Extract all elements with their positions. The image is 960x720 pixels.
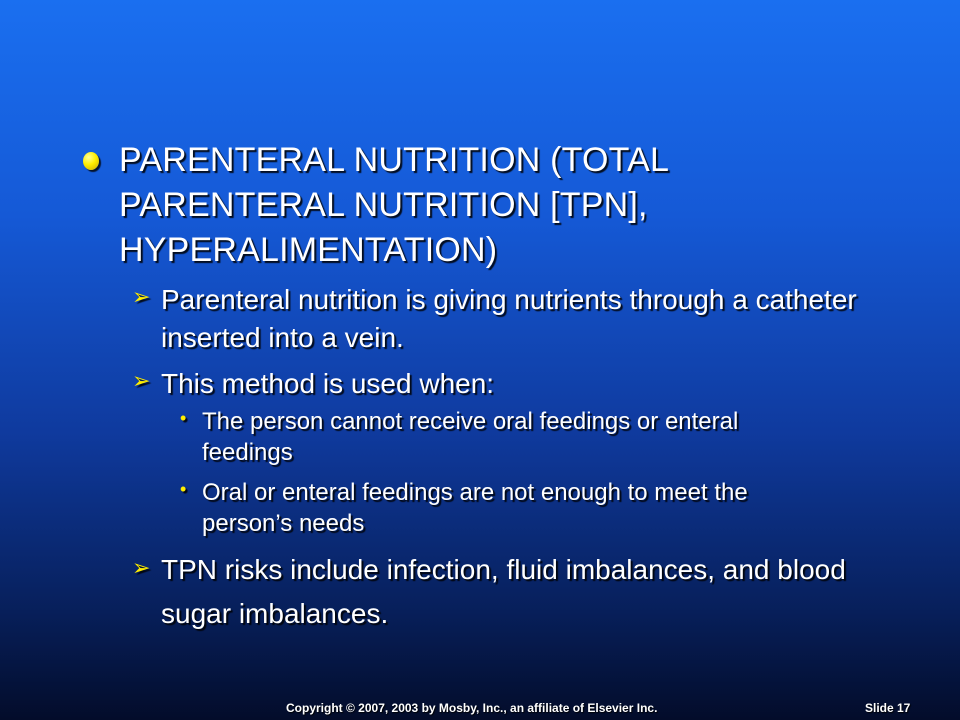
- bullet-text: This method is used when:: [161, 368, 495, 399]
- dot-bullet-icon: •: [180, 408, 187, 428]
- slide-number: Slide 17: [865, 701, 911, 715]
- arrowhead-bullet-icon: ➢: [132, 369, 151, 394]
- slide-heading: PARENTERAL NUTRITION (TOTAL PARENTERAL NUTRITION [TPN], HYPERALIMENTATION): [119, 141, 668, 269]
- bullet-text: Parenteral nutrition is giving nutrients through a catheter inserted into a vein.: [161, 284, 857, 353]
- arrowhead-bullet-icon: ➢: [132, 556, 151, 581]
- arrowhead-bullet-icon: ➢: [132, 285, 151, 310]
- sub-bullet-text: The person cannot receive oral feedings or enteral feedings: [202, 408, 739, 466]
- round-bullet-icon: [83, 152, 99, 170]
- dot-bullet-icon: •: [180, 479, 187, 499]
- footer-copyright: Copyright © 2007, 2003 by Mosby, Inc., an affiliate of Elsevier Inc.: [286, 701, 658, 715]
- bullet-text: TPN risks include infection, fluid imbalances, and blood sugar imbalances.: [161, 554, 846, 629]
- sub-bullet-text: Oral or enteral feedings are not enough to meet the person’s needs: [202, 479, 748, 537]
